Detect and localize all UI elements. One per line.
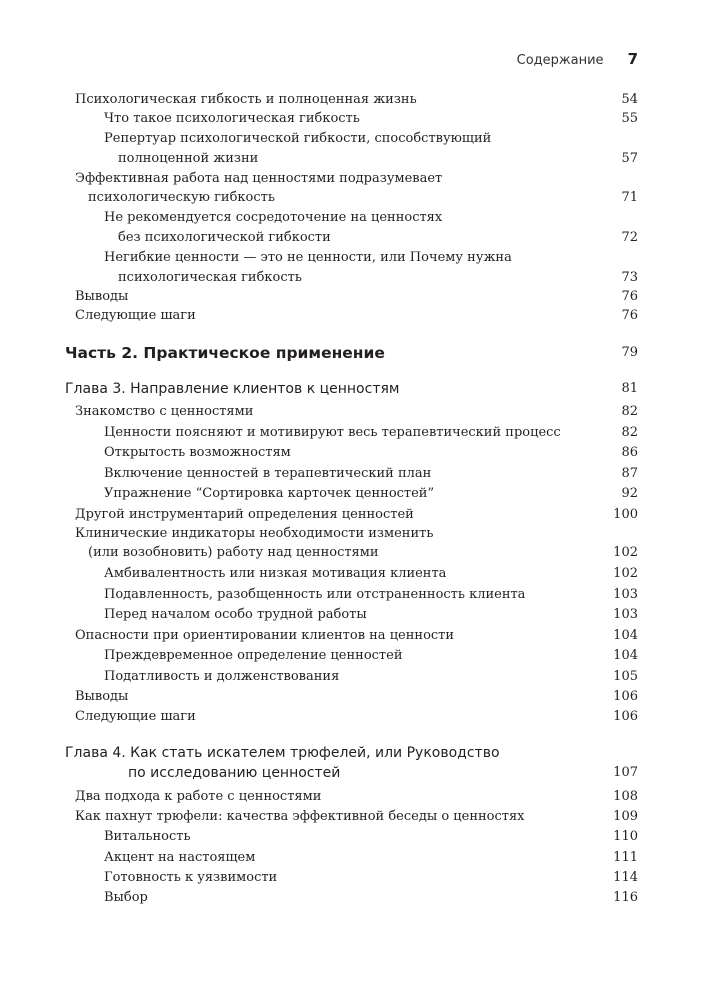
toc-entry-title: Открытость возможностям [104, 445, 291, 460]
running-header [517, 50, 638, 68]
toc-page-number: 81 [621, 381, 638, 396]
toc-entry-title: психологическую гибкость [88, 190, 275, 205]
running-title: Содержание [516, 53, 604, 68]
toc-page-number: 55 [621, 111, 638, 126]
toc-entry-title: (или возобновить) работу над ценностями [88, 545, 379, 560]
toc-page-number: 108 [613, 789, 638, 804]
toc-page-number: 103 [613, 607, 638, 622]
toc-entry-title: Перед началом особо трудной работы [104, 607, 367, 622]
toc-entry-title: Два подхода к работе с ценностями [75, 789, 322, 804]
toc-entry-title: Амбивалентность или низкая мотивация клиента [104, 566, 447, 581]
toc-entry-title: Часть 2. Практическое применение [65, 344, 385, 362]
toc-entry-title: Выводы [75, 289, 129, 304]
toc-page-number: 92 [621, 486, 638, 501]
toc-entry-title: Не рекомендуется сосредоточение на ценностях [104, 210, 443, 225]
toc-page-number: 114 [613, 870, 638, 885]
toc-page-number: 82 [621, 425, 638, 440]
toc-page-number: 104 [613, 648, 638, 663]
toc-page-number: 73 [621, 270, 638, 285]
toc-entry-title: Клинические индикаторы необходимости изменить [75, 526, 434, 541]
toc-page-number: 87 [621, 466, 638, 481]
toc-entry-title: Другой инструментарий определения ценностей [75, 507, 414, 522]
toc-page-number: 103 [613, 587, 638, 602]
toc-page-number: 79 [621, 345, 638, 360]
toc-page-number: 107 [613, 765, 638, 780]
toc-page-number: 102 [613, 566, 638, 581]
toc-entry-title: Следующие шаги [75, 308, 196, 323]
toc-entry-title: Подавленность, разобщенность или отстраненность клиента [104, 587, 526, 602]
toc-page-number: 100 [613, 507, 638, 522]
toc-page-number: 76 [621, 308, 638, 323]
toc-entry-title: Выводы [75, 689, 129, 704]
toc-entry-title: Преждевременное определение ценностей [104, 648, 403, 663]
toc-page-number: 106 [613, 709, 638, 724]
toc-page-number: 102 [613, 545, 638, 560]
page-number: 7 [627, 50, 638, 68]
toc-page-number: 71 [621, 190, 638, 205]
toc-page-number: 106 [613, 689, 638, 704]
toc-page-number: 82 [621, 404, 638, 419]
toc-page-number: 76 [621, 289, 638, 304]
toc-entry-title: Как пахнут трюфели: качества эффективной беседы о ценностях [75, 809, 525, 824]
toc-page-number: 111 [613, 850, 638, 865]
toc-entry-title: Негибкие ценности — это не ценности, или Почему нужна [104, 250, 512, 265]
toc-page-number: 104 [613, 628, 638, 643]
toc-entry-title: Психологическая гибкость и полноценная жизнь [75, 92, 417, 107]
toc-entry-title: без психологической гибкости [118, 230, 331, 245]
toc-page-number: 110 [613, 829, 638, 844]
toc-page-number: 86 [621, 445, 638, 460]
toc-entry-title: Включение ценностей в терапевтический план [104, 466, 432, 481]
toc-entry-title: Что такое психологическая гибкость [104, 111, 360, 126]
toc-page-number: 116 [613, 890, 638, 905]
toc-entry-title: Витальность [104, 829, 191, 844]
toc-entry-title: Знакомство с ценностями [75, 404, 254, 419]
toc-entry-title: Глава 3. Направление клиентов к ценностям [65, 381, 400, 397]
toc-entry-title: Акцент на настоящем [104, 850, 256, 865]
toc-entry-title: Податливость и долженствования [104, 669, 340, 684]
toc-entry-title: Следующие шаги [75, 709, 196, 724]
toc-entry-title: полноценной жизни [118, 151, 259, 166]
toc-entry-title: психологическая гибкость [118, 270, 302, 285]
toc-page-number: 109 [613, 809, 638, 824]
toc-page-number: 54 [621, 92, 638, 107]
toc-entry-title: Глава 4. Как стать искателем трюфелей, или Руководство [65, 745, 500, 761]
toc-entry-title: Опасности при ориентировании клиентов на ценности [75, 628, 455, 643]
toc-entry-title: Упражнение “Сортировка карточек ценностей” [104, 486, 435, 501]
toc-entry-title: по исследованию ценностей [128, 765, 341, 781]
toc-entry-title: Выбор [104, 890, 148, 905]
toc-page-number: 72 [621, 230, 638, 245]
toc-page-number: 57 [621, 151, 638, 166]
toc-page-number: 105 [613, 669, 638, 684]
toc-entry-title: Ценности поясняют и мотивируют весь терапевтический процесс [104, 425, 561, 440]
toc-entry-title: Эффективная работа над ценностями подразумевает [75, 171, 443, 186]
toc-entry-title: Готовность к уязвимости [104, 870, 278, 885]
toc-entry-title: Репертуар психологической гибкости, способствующий [104, 131, 492, 146]
